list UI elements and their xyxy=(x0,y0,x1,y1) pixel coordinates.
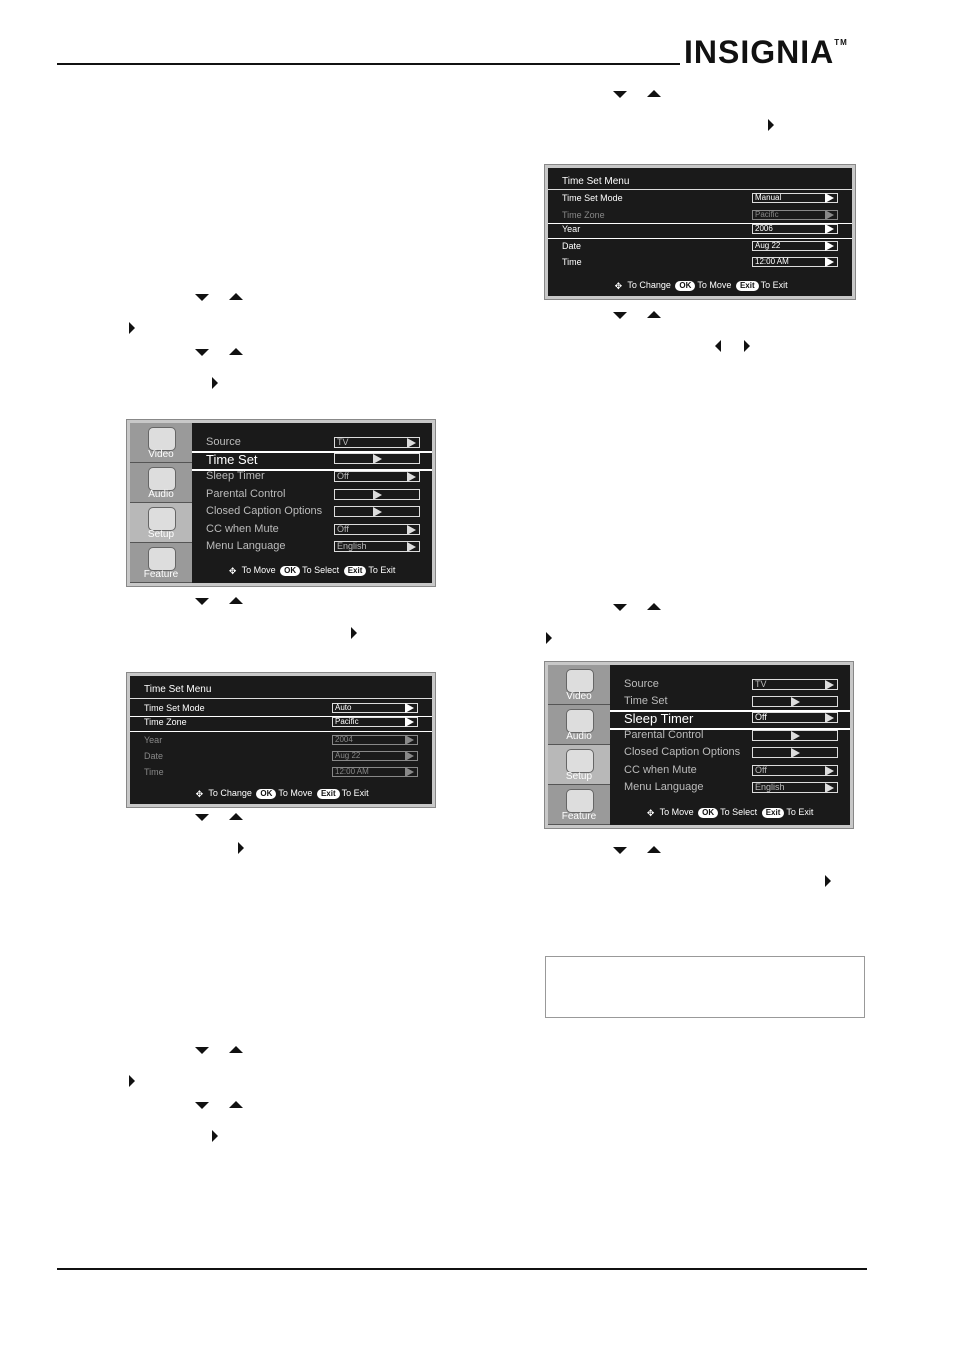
tsm-row-time-zone: Time Zone Pacific xyxy=(562,210,838,224)
down-arrow-icon xyxy=(195,294,209,301)
audio-icon xyxy=(566,709,594,733)
right-arrow-icon xyxy=(238,842,244,854)
right-arrow-icon xyxy=(129,322,135,334)
left-arrow-icon xyxy=(715,340,721,352)
tab-video: Video xyxy=(548,665,610,705)
menu-item-sleep-timer: Sleep Timer Off xyxy=(624,710,840,727)
up-arrow-icon xyxy=(229,293,243,300)
tab-setup: Setup xyxy=(548,745,610,785)
tsm-footer: ✥ To Change OK To Move Exit To Exit xyxy=(548,280,852,291)
tsm-row-mode: Time Set Mode Auto xyxy=(144,703,418,717)
tab-setup: Setup xyxy=(130,503,192,543)
menu-footer: ✥ To Move OK To Select Exit To Exit xyxy=(608,807,850,818)
tsm-row-time: Time 12:00 AM xyxy=(144,767,418,781)
up-arrow-icon xyxy=(647,603,661,610)
tab-feature: Feature xyxy=(548,785,610,825)
move-arrows-icon: ✥ xyxy=(228,565,237,576)
brand-logo: INSIGNIA™ xyxy=(684,34,848,70)
tab-audio: Audio xyxy=(130,463,192,503)
right-arrow-icon xyxy=(768,119,774,131)
feature-icon xyxy=(148,547,176,571)
right-arrow-icon xyxy=(212,1130,218,1142)
tsm-row-time-zone: Time Zone Pacific xyxy=(130,716,432,732)
audio-icon xyxy=(148,467,176,491)
down-arrow-icon xyxy=(613,847,627,854)
up-arrow-icon xyxy=(229,1101,243,1108)
right-arrow-icon xyxy=(129,1075,135,1087)
setup-menu-screen-sleep-timer xyxy=(545,662,853,828)
menu-item-menu-language: Menu Language English xyxy=(624,780,840,797)
right-arrow-icon xyxy=(351,627,357,639)
time-set-menu-manual-screen: Time Set Menu Time Set Mode Manual Time Zone Pacific Year 2006 Date Aug 22 Time 12:00 AM ✥ To Change OK To Move Exit To Exit xyxy=(545,165,855,299)
menu-item-cc-when-mute: CC when Mute Off xyxy=(624,763,840,780)
down-arrow-icon xyxy=(195,598,209,605)
up-arrow-icon xyxy=(647,846,661,853)
menu-item-parental-control: Parental Control xyxy=(624,728,840,745)
setup-icon xyxy=(566,749,594,773)
down-arrow-icon xyxy=(195,1102,209,1109)
tsm-footer: ✥ To Change OK To Move Exit To Exit xyxy=(130,788,432,799)
menu-item-source: Source TV xyxy=(624,677,840,694)
tsm-row-time: Time 12:00 AM xyxy=(562,257,838,271)
menu-tabs xyxy=(130,423,192,583)
down-arrow-icon xyxy=(613,91,627,98)
video-icon xyxy=(148,427,176,451)
up-arrow-icon xyxy=(647,90,661,97)
menu-item-time-set: Time Set xyxy=(206,451,422,468)
feature-icon xyxy=(566,789,594,813)
move-arrows-icon: ✥ xyxy=(646,807,655,818)
up-arrow-icon xyxy=(647,311,661,318)
tab-audio: Audio xyxy=(548,705,610,745)
up-arrow-icon xyxy=(229,1046,243,1053)
up-arrow-icon xyxy=(229,813,243,820)
menu-item-parental-control: Parental Control xyxy=(206,487,422,504)
tab-feature: Feature xyxy=(130,543,192,583)
tsm-row-mode: Time Set Mode Manual xyxy=(562,193,838,207)
footer-rule xyxy=(57,1268,867,1270)
menu-item-source: Source TV xyxy=(206,435,422,452)
menu-item-closed-caption: Closed Caption Options xyxy=(624,745,840,762)
menu-item-time-set: Time Set xyxy=(624,694,840,711)
down-arrow-icon xyxy=(613,604,627,611)
video-icon xyxy=(566,669,594,693)
header-rule xyxy=(57,63,680,65)
time-set-menu-auto-screen: Time Set Menu Time Set Mode Auto Time Zone Pacific Year 2004 Date Aug 22 Time 12:00 AM ✥ To Change OK To Move Exit To Exit xyxy=(127,673,435,807)
move-arrows-icon: ✥ xyxy=(614,280,623,291)
tsm-row-year: Year 2006 xyxy=(548,223,852,239)
tsm-row-year: Year 2004 xyxy=(144,735,418,749)
down-arrow-icon xyxy=(613,312,627,319)
note-box xyxy=(545,956,865,1018)
menu-item-sleep-timer: Sleep Timer Off xyxy=(206,469,422,486)
menu-item-closed-caption: Closed Caption Options xyxy=(206,504,422,521)
menu-footer: ✥ To Move OK To Select Exit To Exit xyxy=(190,565,432,576)
setup-icon xyxy=(148,507,176,531)
tsm-row-date: Date Aug 22 xyxy=(562,241,838,255)
setup-menu-screen-time-set xyxy=(127,420,435,586)
right-arrow-icon xyxy=(546,632,552,644)
up-arrow-icon xyxy=(229,597,243,604)
move-arrows-icon: ✥ xyxy=(195,788,204,799)
menu-tabs xyxy=(548,665,610,825)
down-arrow-icon xyxy=(195,1047,209,1054)
up-arrow-icon xyxy=(229,348,243,355)
right-arrow-icon xyxy=(744,340,750,352)
down-arrow-icon xyxy=(195,814,209,821)
tab-video: Video xyxy=(130,423,192,463)
tsm-row-date: Date Aug 22 xyxy=(144,751,418,765)
down-arrow-icon xyxy=(195,349,209,356)
right-arrow-icon xyxy=(212,377,218,389)
menu-item-cc-when-mute: CC when Mute Off xyxy=(206,522,422,539)
menu-item-menu-language: Menu Language English xyxy=(206,539,422,556)
right-arrow-icon xyxy=(825,875,831,887)
